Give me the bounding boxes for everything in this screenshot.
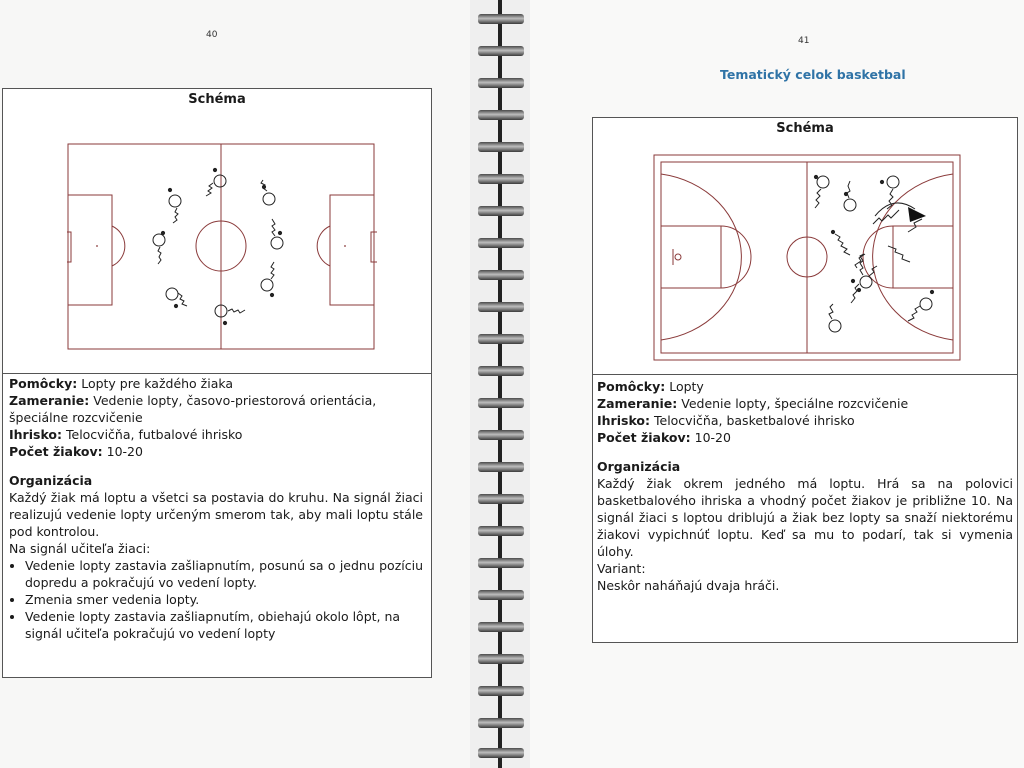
exercise-details	[597, 378, 1013, 594]
player-1	[206, 168, 226, 196]
right-page	[530, 0, 1024, 768]
binding-ring	[478, 366, 524, 376]
left-page	[0, 0, 470, 768]
left-penalty-spot	[96, 245, 98, 247]
spiral-binding	[470, 0, 530, 768]
player-2	[168, 188, 181, 223]
binding-ring	[478, 238, 524, 248]
exercise-card	[2, 88, 432, 678]
schema-title: Schéma	[776, 121, 834, 136]
soccer-field-diagram	[67, 143, 377, 351]
variant-label: Variant:	[597, 561, 646, 576]
page-number: 41	[798, 36, 810, 46]
defender-marker	[908, 207, 926, 222]
players-line: Počet žiakov: 10-20	[597, 430, 731, 445]
card-divider	[593, 374, 1017, 375]
player-4	[166, 288, 187, 308]
binding-ring	[478, 398, 524, 408]
binding-ring	[478, 14, 524, 24]
binding-ring	[478, 590, 524, 600]
binding-ring	[478, 174, 524, 184]
instruction-list	[9, 557, 423, 642]
player-7	[829, 304, 841, 332]
binding-ring	[478, 142, 524, 152]
binding-ring	[478, 526, 524, 536]
schema-title: Schéma	[188, 92, 246, 107]
left-penalty-area	[68, 195, 112, 305]
binding-ring	[478, 654, 524, 664]
player-6	[261, 262, 274, 297]
binding-ring	[478, 334, 524, 344]
binding-ring	[478, 622, 524, 632]
left-hoop	[675, 254, 681, 260]
player-7	[271, 219, 283, 249]
player-5	[215, 305, 245, 325]
exercise-details	[9, 375, 423, 642]
binding-ring	[478, 430, 524, 440]
binding-ring	[478, 686, 524, 696]
player-8	[261, 180, 275, 205]
right-three-point-arc	[873, 174, 953, 340]
equipment-line: Pomôcky: Lopty pre každého žiaka	[9, 376, 234, 391]
left-key	[661, 226, 721, 288]
right-penalty-arc	[317, 226, 330, 266]
binding-ring	[478, 302, 524, 312]
signal-intro: Na signál učiteľa žiaci:	[9, 541, 151, 556]
basketball-court-diagram	[653, 154, 963, 362]
binding-ring	[478, 718, 524, 728]
binding-ring	[478, 270, 524, 280]
exercise-card	[592, 117, 1018, 643]
venue-line: Ihrisko: Telocvičňa, basketbalové ihrisko	[597, 413, 855, 428]
list-item: • Zmenia smer vedenia lopty.	[25, 591, 423, 608]
right-penalty-spot	[344, 245, 346, 247]
right-free-throw-arc	[863, 226, 893, 288]
equipment-line: Pomôcky: Lopty	[597, 379, 704, 394]
list-item: • Vedenie lopty zastavia zašliapnutím, obiehajú okolo lôpt, na signál učiteľa pokračujú vo vedení lopty	[25, 608, 423, 642]
list-item: • Vedenie lopty zastavia zašliapnutím, posunú sa o jednu pozíciu dopredu a pokračujú vo vedení lopty.	[25, 557, 423, 591]
organization-text: Každý žiak okrem jedného má loptu. Hrá sa na polovici basketbalového ihriska a vhodný počet žiakov je približne 10. Na signál žiaci s loptou driblujú a žiak bez lopty sa snaží niektorému žiakovi vypichnúť loptu. Keď sa mu to podarí, tak si vymenia úlohy.	[597, 476, 1013, 559]
focus-line: Zameranie: Vedenie lopty, časovo-priestorová orientácia, špeciálne rozcvičenie	[9, 393, 377, 425]
players-line: Počet žiakov: 10-20	[9, 444, 143, 459]
card-divider	[3, 373, 431, 374]
organization-heading: Organizácia	[9, 473, 93, 488]
player-3	[153, 231, 165, 264]
venue-line: Ihrisko: Telocvičňa, futbalové ihrisko	[9, 427, 243, 442]
variant-text: Neskôr naháňajú dvaja hráči.	[597, 578, 780, 593]
left-penalty-arc	[112, 226, 125, 266]
player-4	[831, 230, 850, 255]
player-2	[844, 181, 856, 211]
organization-heading: Organizácia	[597, 459, 681, 474]
left-free-throw-arc	[721, 226, 751, 288]
binding-ring	[478, 462, 524, 472]
binding-ring	[478, 748, 524, 758]
focus-line: Zameranie: Vedenie lopty, špeciálne rozcvičenie	[597, 396, 909, 411]
organization-text: Každý žiak má loptu a všetci sa postavia do kruhu. Na signál žiaci realizujú vedenie lopty určeným smerom tak, aby mali loptu stále pod kontrolou.	[9, 490, 423, 539]
binding-ring	[478, 78, 524, 88]
binding-ring	[478, 46, 524, 56]
player-6	[908, 290, 934, 321]
binding-ring	[478, 558, 524, 568]
page-number: 40	[206, 30, 218, 40]
binding-ring	[478, 110, 524, 120]
right-penalty-area	[330, 195, 374, 305]
chapter-header: Tematický celok basketbal	[720, 67, 906, 82]
binding-ring	[478, 494, 524, 504]
binding-ring	[478, 206, 524, 216]
player-1	[814, 175, 829, 208]
